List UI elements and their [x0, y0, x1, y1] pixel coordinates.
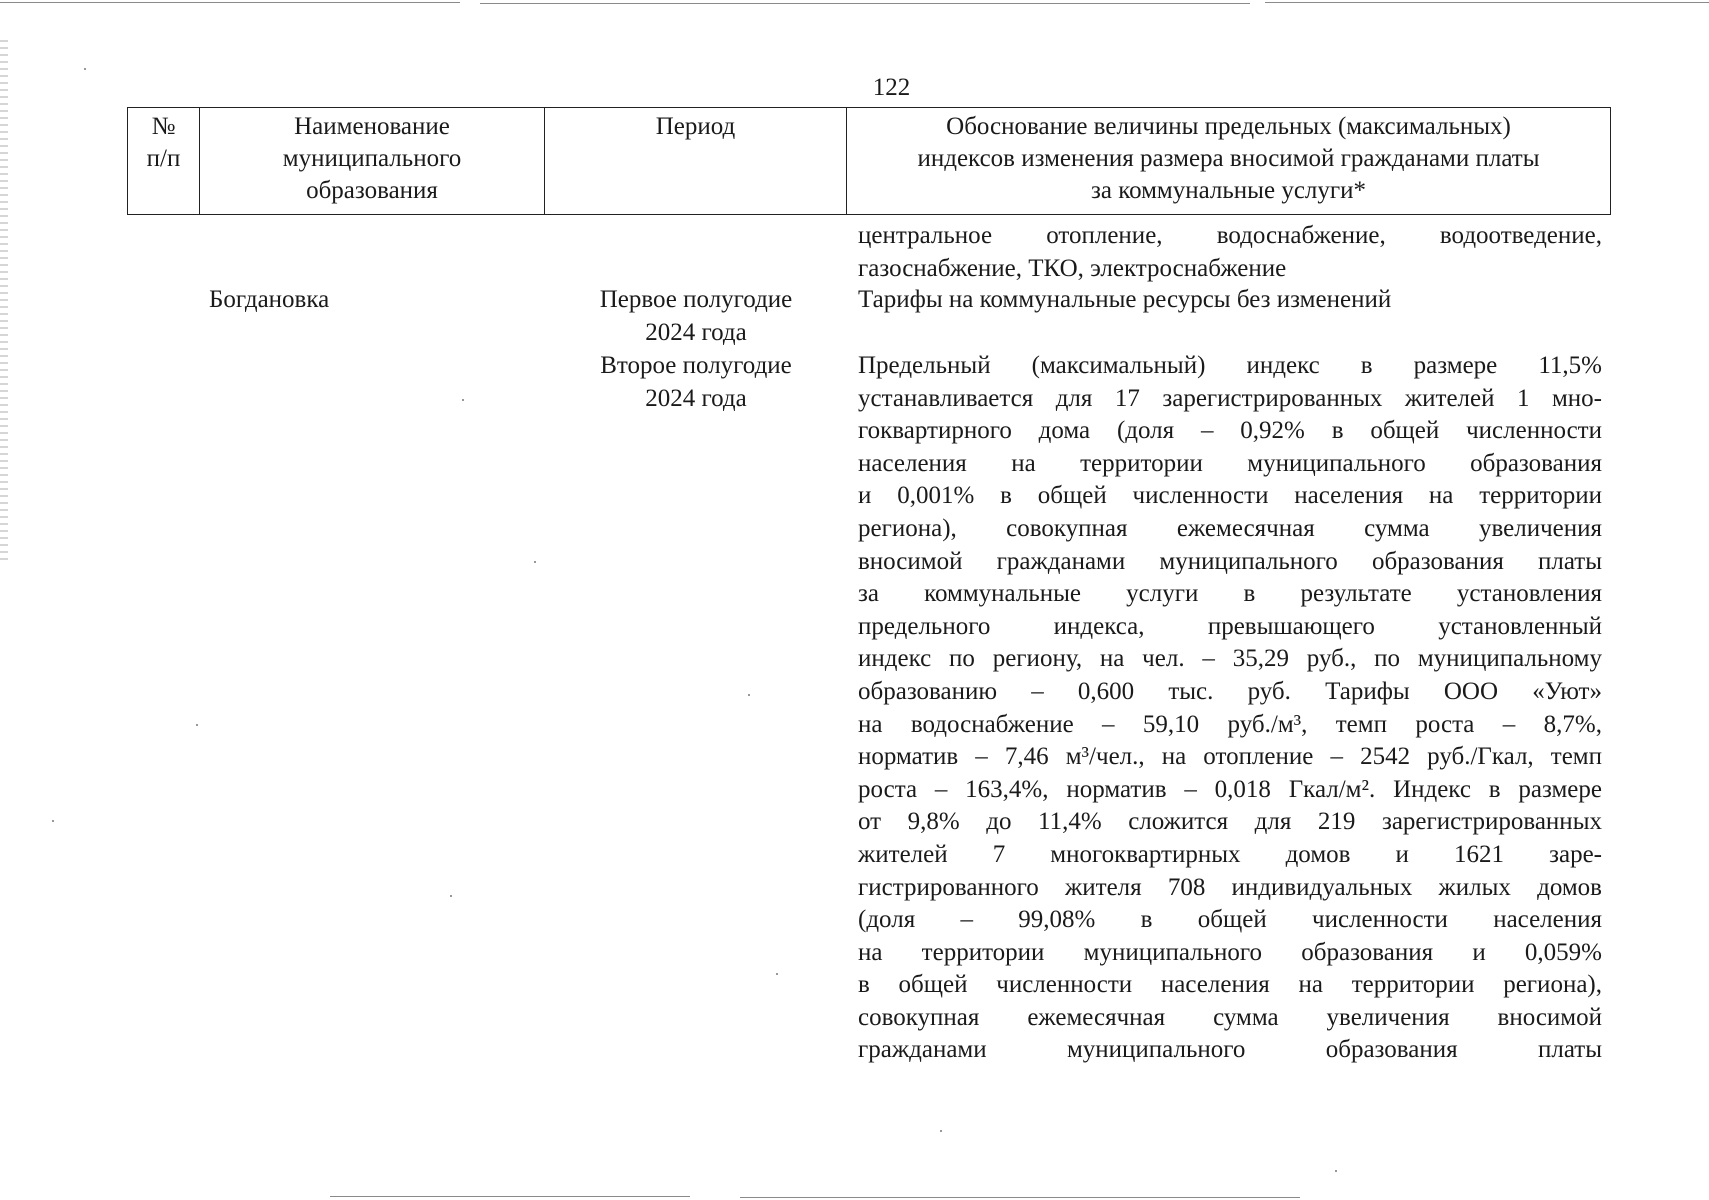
scan-speck [84, 68, 86, 70]
text-line: газоснабжение, ТКО, электроснабжение [858, 254, 1287, 282]
period-first-half [571, 284, 821, 349]
continuation-text [858, 220, 1602, 285]
header-justification-line: индексов изменения размера вносимой гражданами платы [917, 145, 1540, 172]
scan-speck [196, 724, 198, 726]
text-line: гоквартирного дома (доля – 0,92% в общей численности [858, 417, 1602, 445]
text-line: жителей 7 многоквартирных домов и 1621 заре- [858, 840, 1602, 868]
scan-speck [1335, 1170, 1337, 1172]
period-second-half-justification [858, 350, 1602, 1067]
scan-left-edge [0, 40, 8, 560]
scan-speck [940, 1130, 942, 1132]
text-line: индекс по региону, на чел. – 35,29 руб., по муниципальному [858, 645, 1602, 673]
scan-border-top [1265, 2, 1709, 3]
header-justification-line: за коммунальные услуги* [1090, 177, 1367, 204]
period-line: 2024 года [645, 318, 747, 346]
header-name-line: образования [306, 177, 438, 204]
period-second-half [571, 350, 821, 415]
text-line: роста – 163,4%, норматив – 0,018 Гкал/м². Индекс в размере [858, 775, 1602, 803]
scan-speck [462, 399, 464, 401]
text-line: вносимой гражданами муниципального образования платы [858, 547, 1602, 575]
text-line: на водоснабжение – 59,10 руб./м³, темп роста – 8,7%, [858, 710, 1602, 738]
period-first-half-justification: Тарифы на коммунальные ресурсы без изменений [858, 286, 1392, 313]
header-justification-line: Обоснование величины предельных (максимальных) [946, 113, 1511, 140]
text-line: за коммунальные услуги в результате установления [858, 580, 1602, 608]
text-line: от 9,8% до 11,4% сложится для 219 зарегистрированных [858, 808, 1602, 836]
text-line: гражданами муниципального образования платы [858, 1036, 1602, 1064]
text-line: (доля – 99,08% в общей численности населения [858, 906, 1602, 934]
table-header [127, 107, 1611, 215]
text-line: центральное отопление, водоснабжение, водоотведение, [858, 222, 1602, 249]
scan-speck [776, 973, 778, 975]
scan-border-bottom [330, 1196, 690, 1197]
header-period-cell [545, 108, 847, 214]
text-line: норматив – 7,46 м³/чел., на отопление – 2542 руб./Гкал, темп [858, 743, 1602, 771]
header-name-line: Наименование [294, 113, 450, 140]
header-justification-cell [847, 108, 1610, 214]
text-line: устанавливается для 17 зарегистрированных жителей 1 мно- [858, 384, 1602, 412]
scan-border-top [480, 3, 1250, 4]
municipality-name: Богдановка [209, 286, 330, 313]
text-line: гистрированного жителя 708 индивидуальных жилых домов [858, 873, 1602, 901]
text-line: региона), совокупная ежемесячная сумма увеличения [858, 514, 1602, 542]
scan-speck [52, 820, 54, 822]
scan-border-bottom [740, 1197, 1300, 1198]
period-line: Второе полугодие [600, 352, 792, 379]
text-line: на территории муниципального образования и 0,059% [858, 938, 1602, 966]
text-line: совокупная ежемесячная сумма увеличения вносимой [858, 1003, 1602, 1031]
scan-speck [534, 561, 536, 563]
text-line: в общей численности населения на территории региона), [858, 971, 1602, 999]
text-line: населения на территории муниципального образования [858, 449, 1602, 477]
text-line: образованию – 0,600 тыс. руб. Тарифы ООО «Уют» [858, 677, 1602, 705]
header-name-cell [200, 108, 545, 214]
text-line: и 0,001% в общей численности населения на территории [858, 482, 1602, 510]
header-num-line: п/п [146, 145, 181, 172]
header-name-line: муниципального [282, 145, 462, 172]
scan-border-top [0, 2, 460, 3]
header-period-line: Период [655, 113, 736, 140]
scan-speck [450, 895, 452, 897]
header-num-cell [128, 108, 200, 214]
text-line: Предельный (максимальный) индекс в размере 11,5% [858, 352, 1602, 379]
page-number: 122 [872, 74, 911, 101]
text-line: предельного индекса, превышающего установленный [858, 612, 1602, 640]
period-line: 2024 года [645, 384, 747, 412]
header-num-line: № [151, 113, 176, 140]
scan-speck [748, 694, 750, 696]
period-line: Первое полугодие [599, 286, 793, 313]
